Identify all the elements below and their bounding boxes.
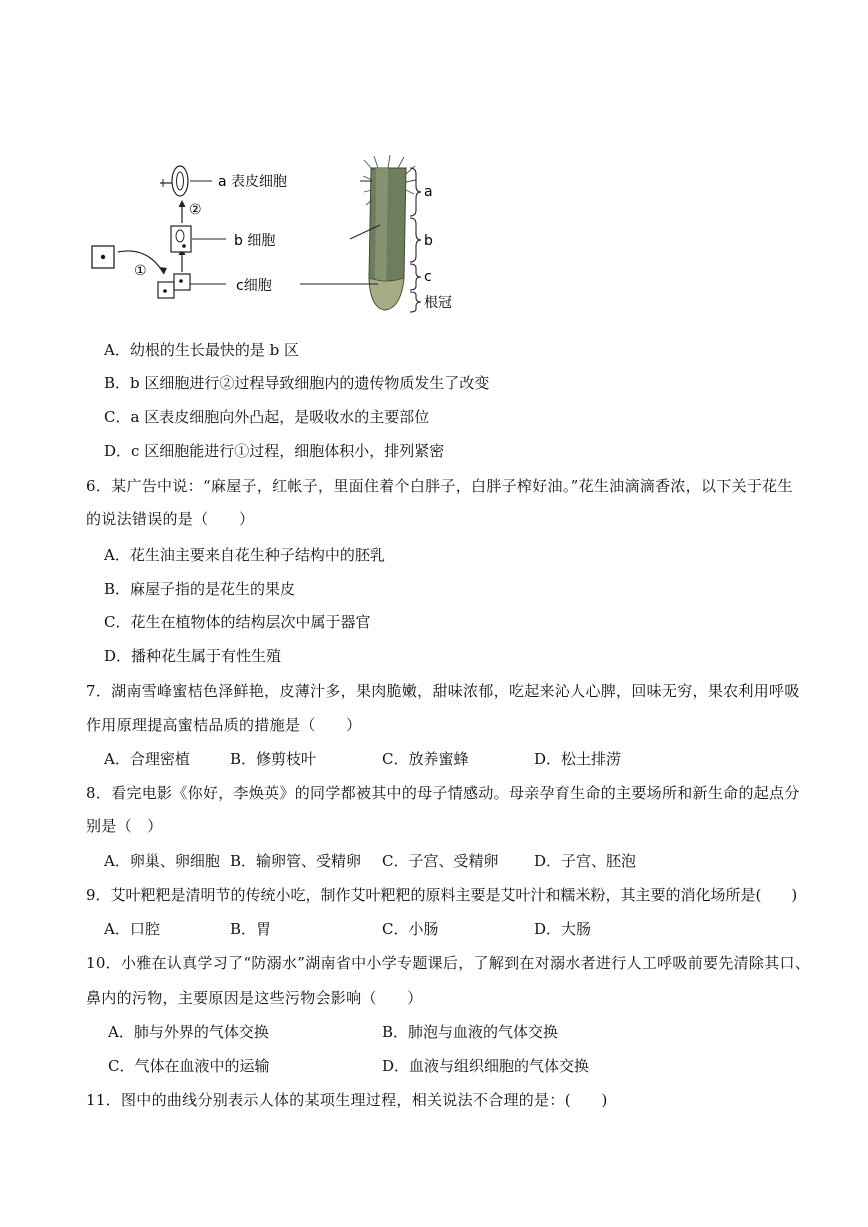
q8-option-b: B．输卵管、受精卵 [230, 852, 362, 870]
q8-option-c: C．子宫、受精卵 [382, 852, 499, 870]
q6-option-b: B．麻屋子指的是花生的果皮 [104, 580, 296, 598]
q10-option-d: D．血液与组织细胞的气体交换 [382, 1057, 590, 1075]
q7-option-b: B．修剪枝叶 [230, 750, 317, 768]
q5-option-b: B．b 区细胞进行②过程导致细胞内的遗传物质发生了改变 [104, 374, 490, 392]
q7-option-c: C．放养蜜蜂 [382, 750, 469, 768]
q9-option-c: C．小肠 [382, 920, 439, 938]
q5-option-a: A．幼根的生长最快的是 b 区 [104, 341, 299, 359]
q8-stem-line2: 别是（ ） [86, 817, 163, 835]
q8-option-a: A．卵巢、卵细胞 [104, 852, 220, 870]
q6-option-d: D．播种花生属于有性生殖 [104, 647, 282, 665]
q6-stem-line2: 的说法错误的是（ ） [86, 510, 255, 528]
q8-option-d: D．子宫、胚泡 [534, 852, 637, 870]
q9-option-a: A．口腔 [104, 920, 160, 938]
q8-stem-line1: 8．看完电影《你好，李焕英》的同学都被其中的母子情感动。母亲孕育生命的主要场所和新生命的起点分 [86, 784, 800, 802]
b-cell-label: b 细胞 [234, 233, 276, 249]
q10-stem-line2: 鼻内的污物，主要原因是这些污物会影响（ ） [86, 989, 423, 1007]
q7-stem-line2: 作用原理提高蜜桔品质的措施是（ ） [86, 716, 362, 734]
cell-division-diagram [92, 166, 226, 298]
zone-a-label: a [424, 184, 433, 200]
c-cell-label: c细胞 [236, 278, 272, 294]
q10-option-b: B．肺泡与血液的气体交换 [382, 1023, 559, 1041]
q9-option-d: D．大肠 [534, 920, 592, 938]
q7-stem-line1: 7．湖南雪峰蜜桔色泽鲜艳，皮薄汁多，果肉脆嫩，甜味浓郁，吃起来沁人心脾，回味无穷，果农利用呼吸 [86, 682, 800, 700]
q10-stem-line1: 10．小雅在认真学习了“防溺水”湖南省中小学专题课后，了解到在对溺水者进行人工呼吸前要先清除其口、 [86, 954, 811, 972]
zone-b-label: b [424, 233, 433, 249]
q7-option-d: D．松土排涝 [534, 750, 622, 768]
q6-option-a: A．花生油主要来自花生种子结构中的胚乳 [104, 546, 385, 564]
a-epidermis-label: a 表皮细胞 [218, 174, 288, 190]
root-tip-drawing [300, 155, 416, 310]
q6-option-c: C．花生在植物体的结构层次中属于器官 [104, 613, 371, 631]
root-cap-label: 根冠 [424, 295, 452, 311]
root-tip-figure [88, 150, 468, 320]
q5-option-c: C．a 区表皮细胞向外凸起，是吸收水的主要部位 [104, 408, 430, 426]
q6-stem-line1: 6．某广告中说：“麻屋子，红帐子，里面住着个白胖子，白胖子榨好油。”花生油滴滴香浓，以下关于花生 [86, 477, 793, 495]
q11-stem: 11．图中的曲线分别表示人体的某项生理过程，相关说法不合理的是：( ) [86, 1091, 608, 1109]
q10-option-a: A．肺与外界的气体交换 [108, 1023, 269, 1041]
q7-option-a: A．合理密植 [104, 750, 190, 768]
q5-option-d: D．c 区细胞能进行①过程，细胞体积小，排列紧密 [104, 442, 445, 460]
zone-c-label: c [424, 269, 432, 285]
q9-stem: 9．艾叶粑粑是清明节的传统小吃，制作艾叶粑粑的原料主要是艾叶汁和糯米粉，其主要的消化场所是( ) [86, 886, 798, 904]
zone-braces [410, 168, 421, 312]
step1-label: ① [134, 263, 147, 279]
q10-option-c: C．气体在血液中的运输 [108, 1057, 270, 1075]
a-cell-shape [172, 166, 188, 196]
q9-option-b: B．胃 [230, 920, 272, 938]
step2-label: ② [189, 202, 202, 218]
